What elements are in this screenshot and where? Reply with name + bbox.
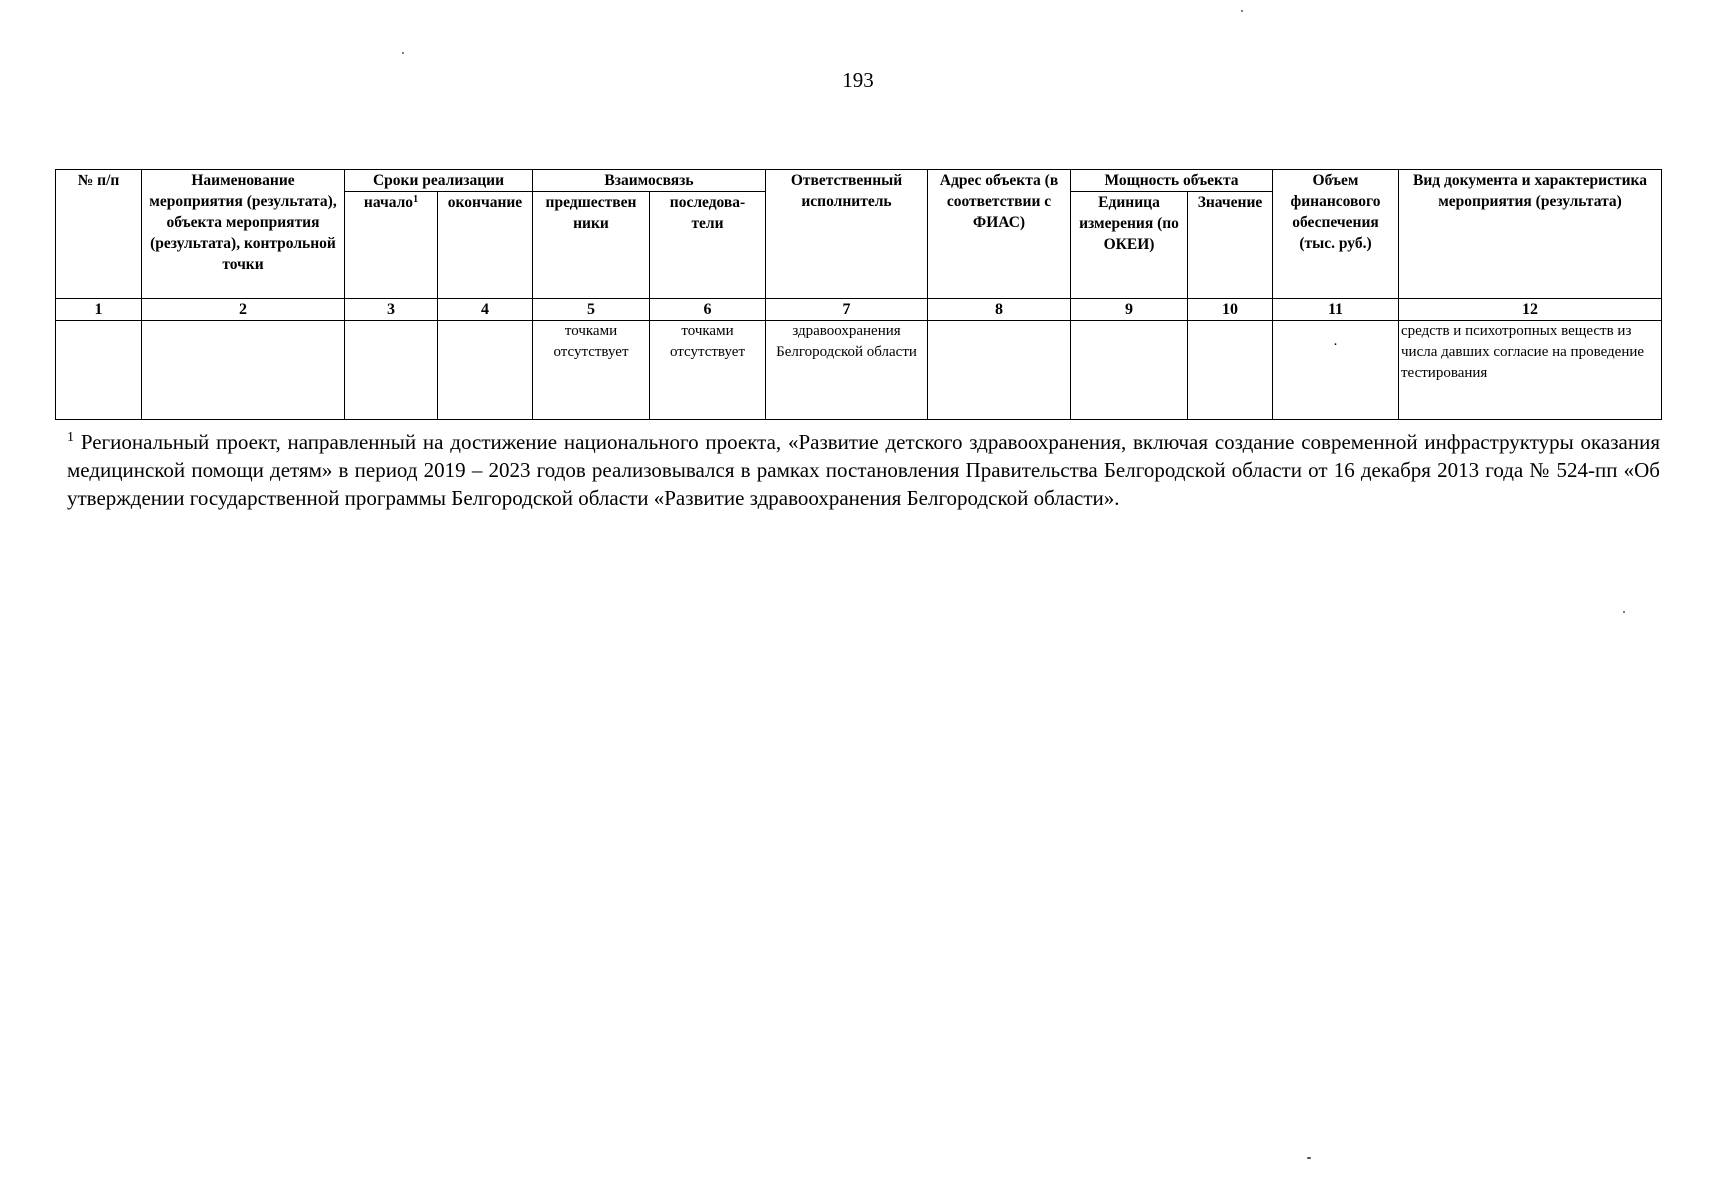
header-terms: Сроки реализации [345, 170, 533, 192]
column-number: 9 [1071, 299, 1188, 321]
scan-speck [1307, 1157, 1311, 1159]
column-number-row [56, 299, 1662, 321]
cell-finance: · [1273, 321, 1399, 420]
cell-value [1188, 321, 1273, 420]
column-number: 1 [56, 299, 142, 321]
header-link-next: последова- тели [650, 192, 766, 299]
cell-successors: точками отсутствует [650, 321, 766, 420]
page-number: 193 [842, 68, 874, 92]
header-link: Взаимосвязь [533, 170, 766, 192]
header-capacity: Мощность объекта [1071, 170, 1273, 192]
column-number: 4 [438, 299, 533, 321]
header-finance: Объем финансового обеспечения (тыс. руб.) [1273, 170, 1399, 299]
cell-predecessors: точками отсутствует [533, 321, 650, 420]
column-number: 2 [142, 299, 345, 321]
header-capacity-value: Значение [1188, 192, 1273, 299]
header-num: № п/п [56, 170, 142, 299]
cell-responsible: здравоохранения Белгородской области [766, 321, 928, 420]
column-number: 10 [1188, 299, 1273, 321]
cell-name [142, 321, 345, 420]
header-capacity-unit: Единица измерения (по ОКЕИ) [1071, 192, 1188, 299]
footnote-ref: 1 [413, 194, 419, 205]
cell-unit [1071, 321, 1188, 420]
column-number: 11 [1273, 299, 1399, 321]
header-link-prev: предшествен ники [533, 192, 650, 299]
column-number: 6 [650, 299, 766, 321]
header-responsible: Ответственный исполнитель [766, 170, 928, 299]
header-terms-start [345, 192, 438, 299]
column-number: 5 [533, 299, 650, 321]
header-row-top [56, 170, 1662, 192]
cell-address [928, 321, 1071, 420]
table-row [56, 321, 1662, 420]
footnote [67, 428, 1660, 512]
header-doc: Вид документа и характеристика мероприятия (результата) [1399, 170, 1662, 299]
scan-speck [402, 52, 404, 54]
footnote-marker: 1 [67, 430, 74, 445]
column-number: 12 [1399, 299, 1662, 321]
column-number: 3 [345, 299, 438, 321]
scan-speck [1241, 10, 1243, 12]
cell-start [345, 321, 438, 420]
header-name: Наименование мероприятия (результата), объекта мероприятия (результата), контрольной точки [142, 170, 345, 299]
header-terms-end: окончание [438, 192, 533, 299]
column-number: 7 [766, 299, 928, 321]
scan-speck [1623, 611, 1625, 613]
column-number: 8 [928, 299, 1071, 321]
header-terms-start-label: начало [363, 194, 414, 211]
activity-table [55, 169, 1662, 420]
header-address: Адрес объекта (в соответствии с ФИАС) [928, 170, 1071, 299]
cell-end [438, 321, 533, 420]
cell-num [56, 321, 142, 420]
cell-doc: средств и психотропных веществ из числа давших согласие на проведение тестирования [1399, 321, 1662, 420]
footnote-text: Региональный проект, направленный на достижение национального проекта, «Развитие детского здравоохранения, включая создание современной инфраструктуры оказания медицинской помощи детям» в период 2019 – 2023 годов реализовывался в рамках постановления Правительства Белгородской области от 16 декабря 2013 года № 524-пп «Об утверждении государственной программы Белгородской области «Развитие здравоохранения Белгородской области». [67, 430, 1660, 510]
